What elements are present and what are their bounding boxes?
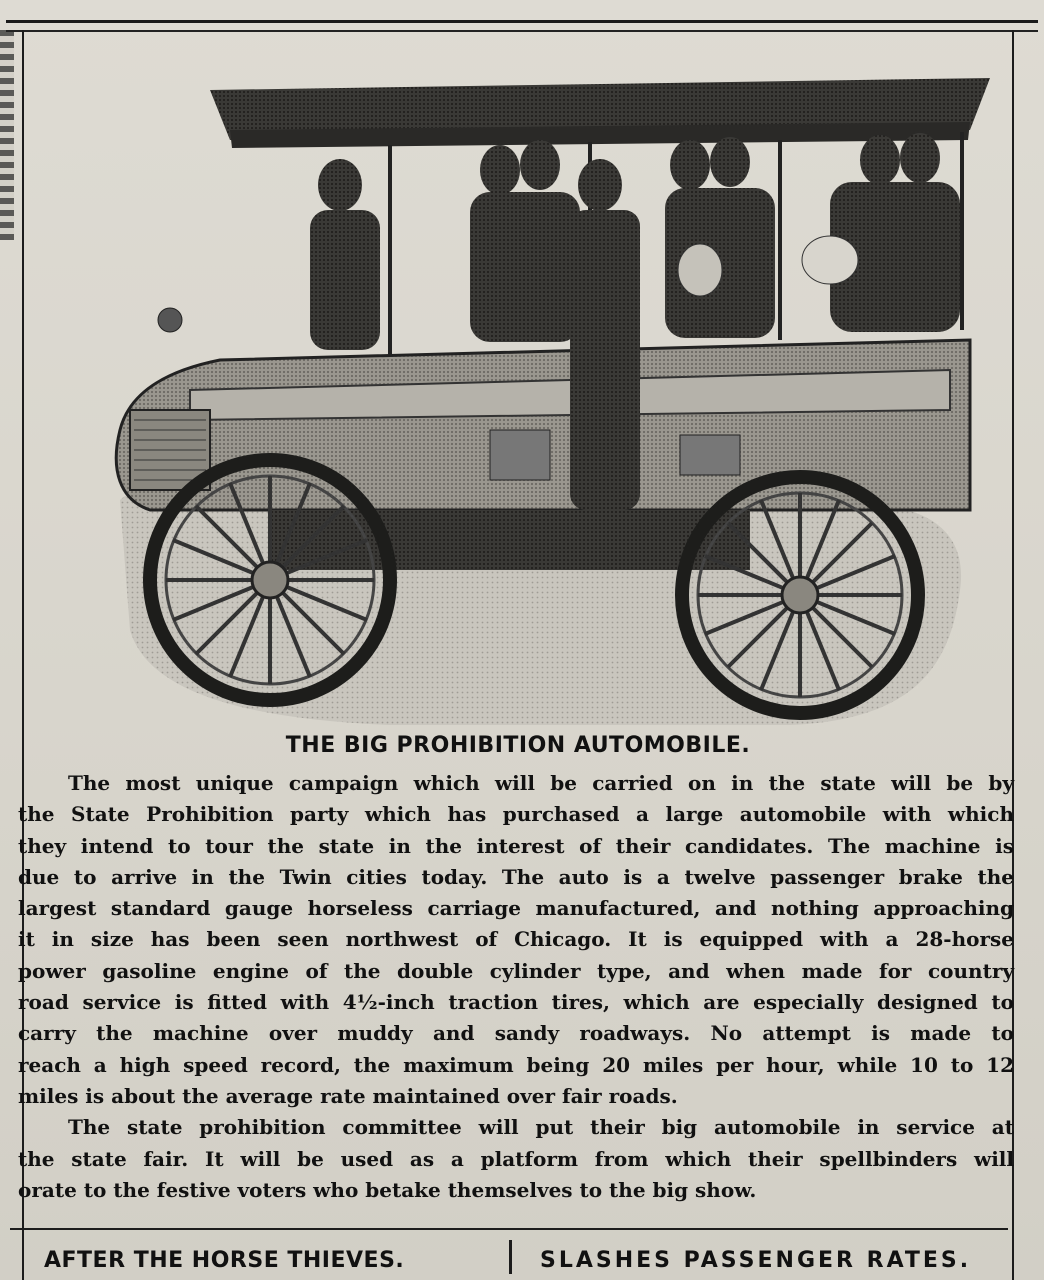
article-line: orate to the festive voters who betake themselves to the big show. [18,1177,757,1202]
article-line: The most unique campaign which will be carried on in the state will be by [68,771,1014,795]
headline-right: SLASHES PASSENGER RATES. [540,1248,972,1273]
headlamp [158,308,182,332]
front-wheel [150,460,390,700]
side-vent [490,430,550,480]
side-vent [680,435,740,475]
article-line: the State Prohibition party which has purchased a large automobile with which [18,802,1014,827]
article-line: the state fair. It will be used as a platform from which their spellbinders will [18,1146,1014,1171]
running-board [270,510,750,570]
bottom-rule [10,1228,1008,1230]
article-line: The state prohibition committee will put their big automobile in service at [68,1115,1014,1140]
article-line: reach a high speed record, the maximum being 20 miles per hour, while 10 to 12 [18,1052,1014,1077]
top-rule [6,20,1038,23]
article-line: miles is about the average rate maintained over fair roads. [18,1083,678,1108]
article-line: carry the machine over muddy and sandy roadways. No attempt is made to [18,1021,1014,1046]
top-rule-inner [6,30,1038,32]
left-edge-ornament [0,30,14,240]
hat [678,244,722,296]
image-caption: THE BIG PROHIBITION AUTOMOBILE. [285,733,751,758]
automobile-illustration [90,70,990,730]
article-line: power gasoline engine of the double cylinder type, and when made for country [18,958,1014,983]
hat [802,236,858,284]
column-separator [509,1240,512,1274]
article-line: they intend to tour the state in the interest of their candidates. The machine is [18,833,1014,858]
article-line: due to arrive in the Twin cities today. The auto is a twelve passenger brake the [18,864,1014,889]
article-line: largest standard gauge horseless carriage manufactured, and nothing approaching [18,896,1014,921]
article-line: road service is fitted with 4½-inch traction tires, which are especially designed to [18,990,1014,1015]
headline-left: AFTER THE HORSE THIEVES. [44,1248,405,1273]
article-line: it in size has been seen northwest of Chicago. It is equipped with a 28-horse [18,927,1014,952]
article-body [18,768,1014,1206]
rear-wheel [682,477,918,713]
